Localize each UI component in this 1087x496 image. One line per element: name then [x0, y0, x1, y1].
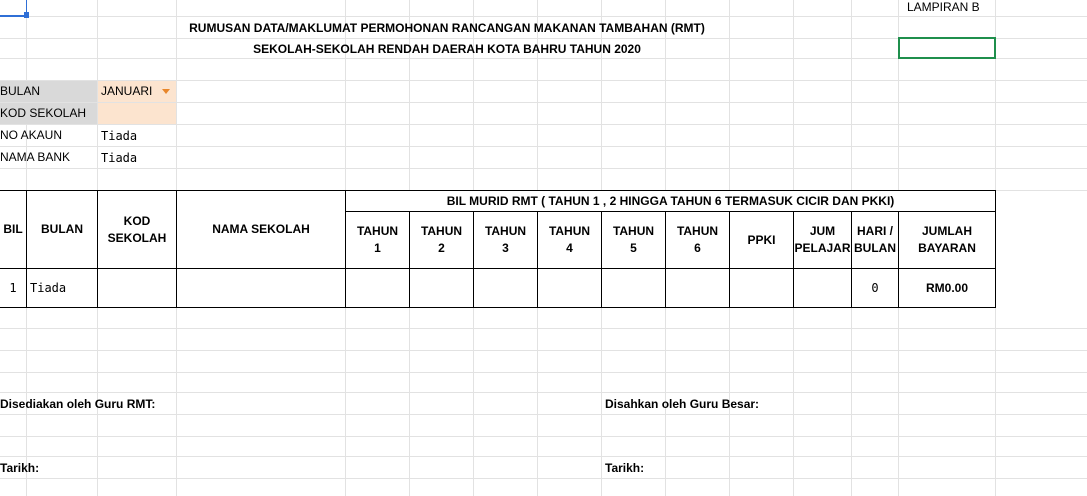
row-kod[interactable]: [97, 268, 177, 308]
col-jum-line2: PELAJAR: [794, 241, 851, 255]
col-nama-header: NAMA SEKOLAH: [176, 190, 346, 269]
col-tahun-num: 1: [374, 241, 381, 255]
col-tahun-label: TAHUN: [548, 224, 591, 238]
col-tahun-label: TAHUN: [612, 224, 655, 238]
col-tahun2-header: [409, 211, 474, 269]
row-bulan[interactable]: [26, 268, 98, 308]
selected-cell[interactable]: [898, 37, 996, 59]
col-jumlah-header: [898, 211, 996, 269]
col-tahun5-header: [601, 211, 666, 269]
row-hari[interactable]: [851, 268, 899, 308]
kod-sekolah-label: KOD SEKOLAH: [0, 106, 87, 120]
col-hari-line1: HARI /: [857, 224, 893, 238]
col-tahun-label: TAHUN: [420, 224, 463, 238]
row-jumlah-bayaran[interactable]: [898, 268, 996, 308]
chevron-down-icon[interactable]: [162, 89, 170, 94]
row-tahun5[interactable]: [601, 268, 666, 308]
row-bil-text: 1: [9, 281, 17, 295]
bulan-value: JANUARI: [101, 84, 153, 98]
col-jumlah-line1: JUMLAH: [922, 224, 972, 238]
row-tahun6[interactable]: [665, 268, 730, 308]
col-ppki-header: PPKI: [729, 211, 794, 269]
col-tahun6-header: [665, 211, 730, 269]
col-tahun-num: 3: [502, 241, 509, 255]
no-akaun-label: NO AKAUN: [0, 128, 63, 142]
col-tahun-label: TAHUN: [484, 224, 527, 238]
col-hari-line2: BULAN: [854, 241, 896, 255]
col-kod-header: [97, 190, 177, 269]
col-kod-line2: SEKOLAH: [107, 230, 167, 245]
disahkan-label: Disahkan oleh Guru Besar:: [605, 397, 760, 411]
nama-bank-value: Tiada: [101, 151, 138, 165]
col-jum-pelajar-header: [793, 211, 852, 269]
col-jumlah-line2: BAYARAN: [918, 241, 976, 255]
group-header: BIL MURID RMT ( TAHUN 1 , 2 HINGGA TAHUN 6 TERMASUK CICIR DAN PKKI): [345, 190, 996, 212]
col-tahun1-header: [345, 211, 410, 269]
row-tahun2[interactable]: [409, 268, 474, 308]
row-hari-text: 0: [871, 281, 879, 295]
row-nama[interactable]: [176, 268, 346, 308]
nama-bank-label: NAMA BANK: [0, 150, 71, 164]
lampiran-label: LAMPIRAN B: [907, 0, 980, 14]
row-bil[interactable]: [0, 268, 27, 308]
col-tahun-num: 5: [630, 241, 637, 255]
col-hari-header: [851, 211, 899, 269]
corner-selection-vline: [26, 0, 27, 15]
row-jum-pelajar[interactable]: [793, 268, 852, 308]
col-tahun-label: TAHUN: [676, 224, 719, 238]
tarikh-left-label: Tarikh:: [0, 461, 40, 475]
col-tahun3-header: [473, 211, 538, 269]
col-jum-line1: JUM: [809, 224, 836, 238]
row-tahun3[interactable]: [473, 268, 538, 308]
row-bulan-text: Tiada: [30, 281, 67, 295]
page-title-line2: SEKOLAH-SEKOLAH RENDAH DAERAH KOTA BAHRU TAHUN 2020: [253, 42, 641, 56]
page-title-line1: RUMUSAN DATA/MAKLUMAT PERMOHONAN RANCANGAN MAKANAN TAMBAHAN (RMT): [189, 21, 705, 35]
col-tahun4-header: [537, 211, 602, 269]
col-tahun-num: 2: [438, 241, 445, 255]
bulan-label: BULAN: [0, 84, 41, 98]
col-bulan-header: BULAN: [26, 190, 98, 269]
corner-selection-line: [0, 15, 26, 17]
no-akaun-value: Tiada: [101, 129, 138, 143]
tarikh-right-label: Tarikh:: [605, 461, 645, 475]
col-tahun-label: TAHUN: [356, 224, 399, 238]
row-tahun4[interactable]: [537, 268, 602, 308]
col-bil-header: BIL: [0, 190, 27, 269]
kod-value-cell[interactable]: [98, 103, 176, 124]
row-ppki[interactable]: [729, 268, 794, 308]
col-kod-line1: KOD: [123, 213, 151, 228]
col-tahun-num: 4: [566, 241, 573, 255]
row-tahun1[interactable]: [345, 268, 410, 308]
disediakan-label: Disediakan oleh Guru RMT:: [0, 397, 156, 411]
row-bayaran-text: RM0.00: [925, 281, 969, 295]
col-tahun-num: 6: [694, 241, 701, 255]
